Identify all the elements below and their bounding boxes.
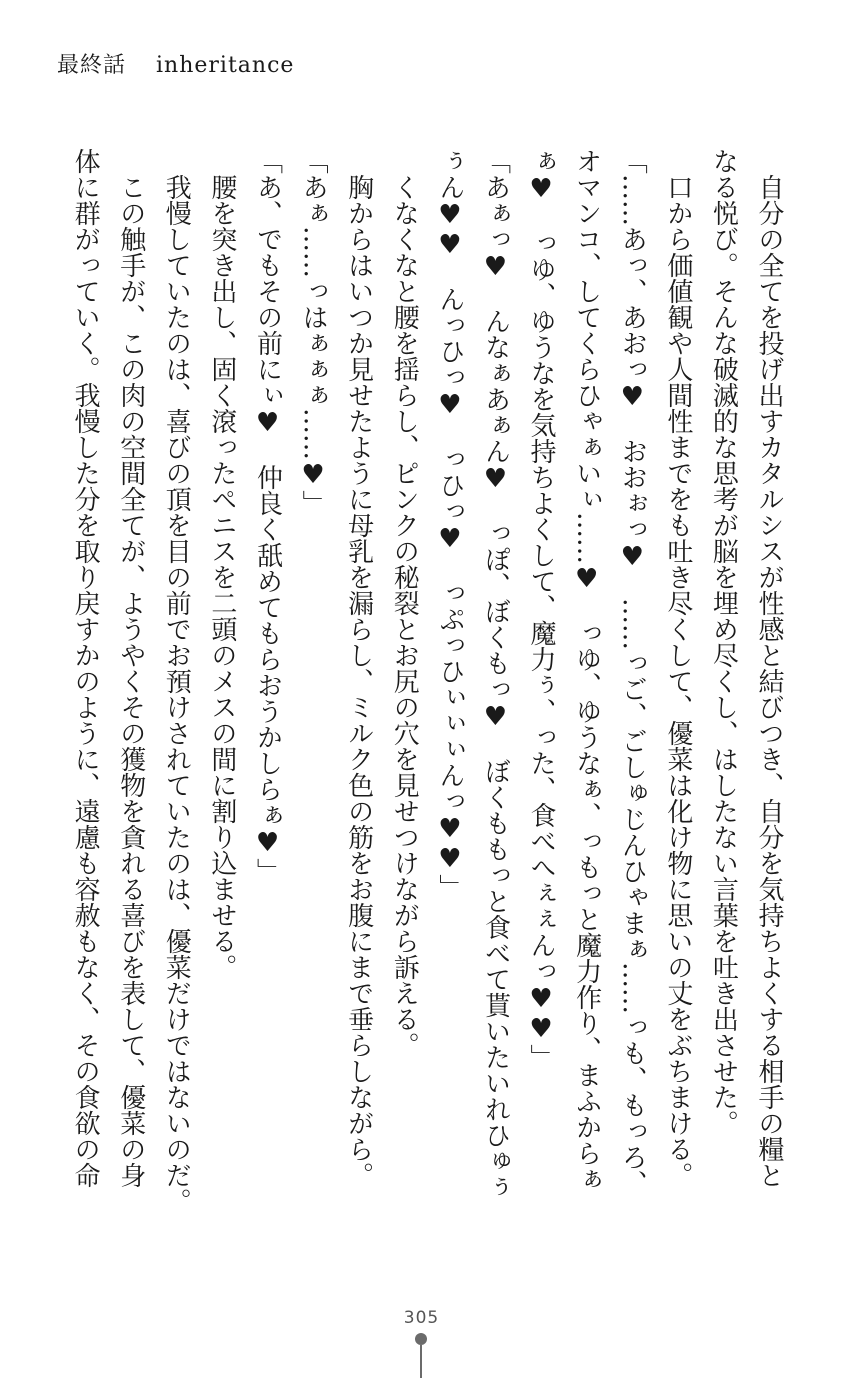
text-column: なる悦び。そんな破滅的な思考が脳を埋め尽くし、はしたない言葉を吐き出させた。 bbox=[708, 148, 739, 1136]
text-column: 胸からはいつか見せたように母乳を漏らし、ミルク色の筋をお腹にまで垂らしながら。 bbox=[343, 174, 374, 1188]
text-column: ぅん♥♥ んっひっ♥ っひっ♥ っぷっひぃぃぃんっ♥♥」 bbox=[434, 148, 465, 900]
page-number: 305 bbox=[403, 1308, 440, 1328]
body-text bbox=[36, 148, 791, 1268]
folio-line-ornament bbox=[420, 1345, 422, 1378]
text-column: 我慢していたのは、喜びの頂を目の前でお預けされていたのは、優菜だけではないのだ。 bbox=[161, 174, 192, 1214]
text-column: ぁ♥ っゆ、ゆうなを気持ちよくして、魔力ぅ、った、食べへぇぇんっ♥♥」 bbox=[526, 148, 557, 1070]
running-head bbox=[57, 48, 294, 79]
text-column: オマンコ、してくらひゃぁいぃ……♥ っゆ、ゆうなぁ、っもっと魔力作り、まふからぁ bbox=[571, 148, 602, 1192]
text-column: 「……あっ、あおっ♥ おおぉっ♥ ……っご、ごしゅじんひゃまぁ……っも、もっろ、 bbox=[617, 148, 648, 1196]
chapter-title: inheritance bbox=[156, 53, 295, 78]
text-column: 「あぁっ♥ んなぁあぁん♥ っぽ、ぼくもっ♥ ぼくももっと食べて貰いたいれひゅぅ bbox=[480, 148, 511, 1200]
folio-dot-ornament bbox=[415, 1333, 427, 1345]
text-column: 体に群がっていく。我慢した分を取り戻すかのように、遠慮も容赦もなく、その食欲の命 bbox=[70, 148, 101, 1188]
text-column: 自分の全てを投げ出すカタルシスが性感と結びつき、自分を気持ちよくする相手の糧と bbox=[754, 174, 784, 1188]
text-column: 「あぁ……っはぁぁぁ……♥」 bbox=[298, 148, 329, 516]
text-column: 「あ、でもその前にぃ♥ 仲良く舐めてもらおうかしらぁ♥」 bbox=[252, 148, 283, 884]
text-column: くなくなと腰を揺らし、ピンクの秘裂とお尻の穴を見せつけながら訴える。 bbox=[389, 174, 420, 1058]
chapter-label: 最終話 bbox=[57, 53, 127, 78]
text-column: 口から価値観や人間性までをも吐き尽くして、優菜は化け物に思いの丈をぶちまける。 bbox=[662, 174, 693, 1188]
text-column: この触手が、この肉の空間全てが、ようやくその獲物を貪れる喜びを表して、優菜の身 bbox=[115, 174, 146, 1188]
text-column: 腰を突き出し、固く滾ったペニスを二頭のメスの間に割り込ませる。 bbox=[206, 174, 237, 980]
